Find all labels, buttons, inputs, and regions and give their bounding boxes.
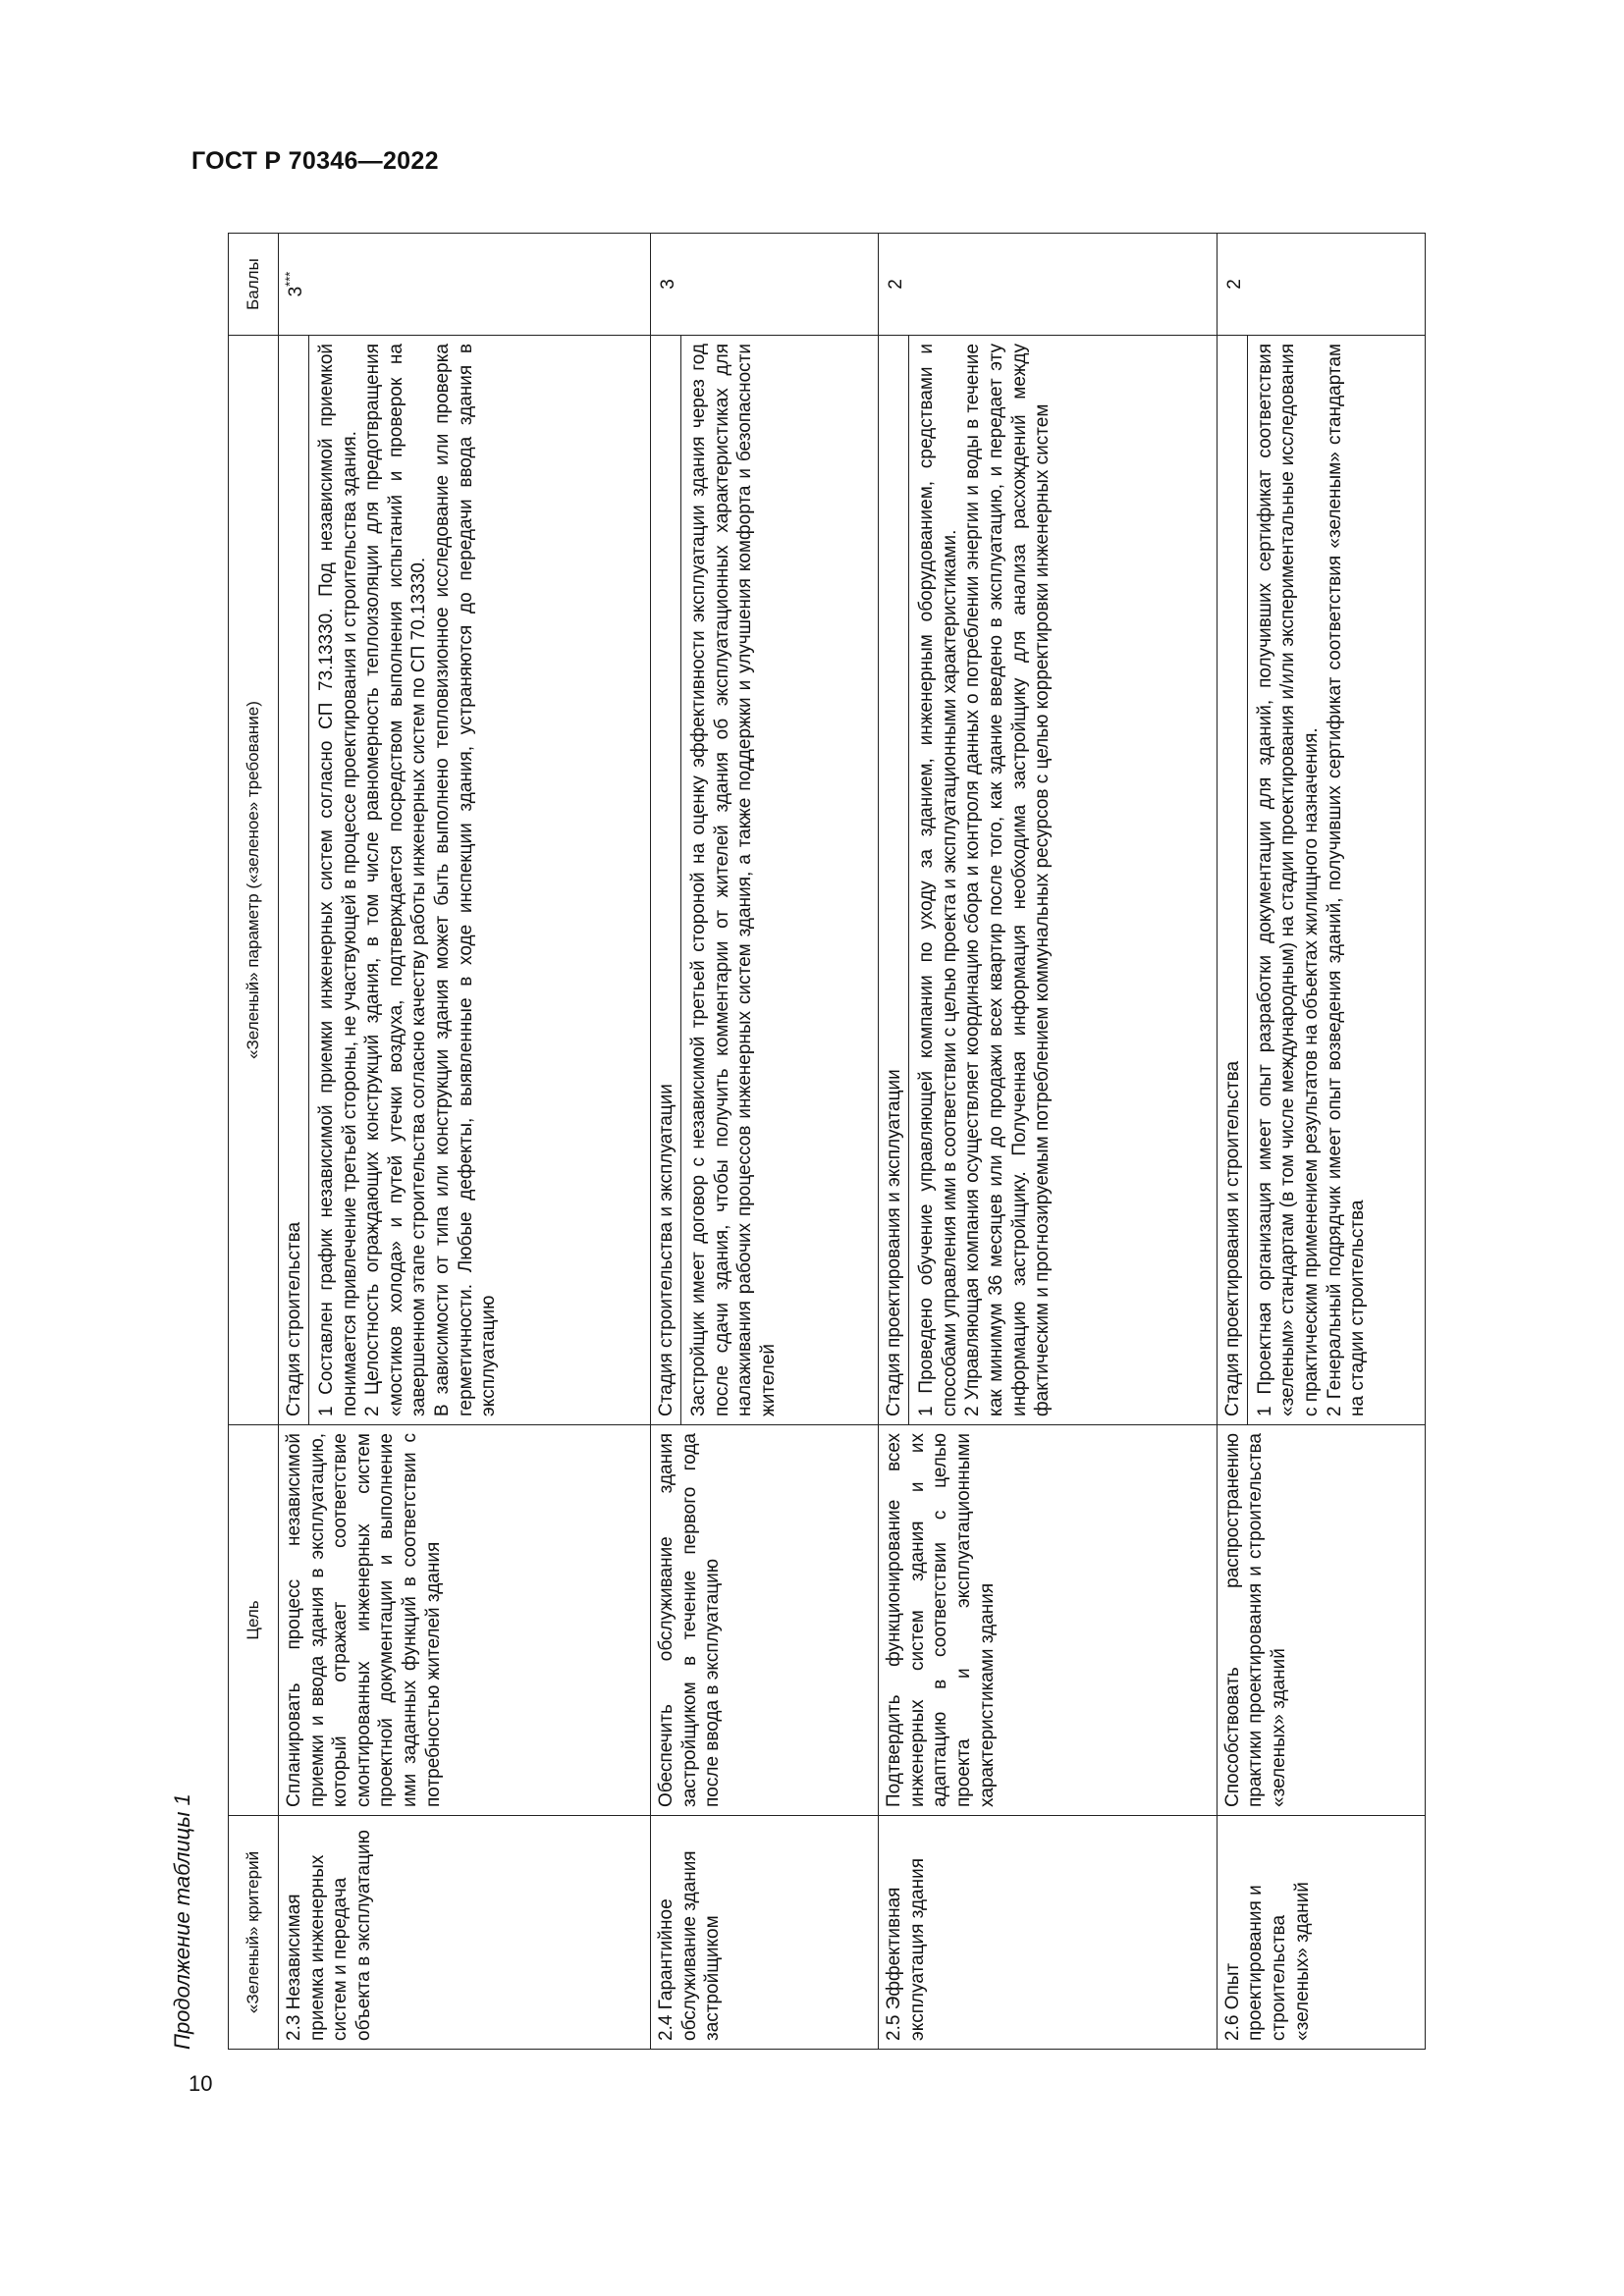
- requirement-item: 2 Целостность ограждающих конструкций здания, в том числе равномерность теплоизоляции для предотвращения «мостиков холода» и путей утечки воздуха, подтверждается посредством выполнения испытаний и проверок на завершенном этапе строительства согласно качеству работы инженерных систем по СП 70.13330.: [362, 344, 430, 1416]
- requirement-item: 1 Проведено обучение управляющей компании по уходу за зданием, инженерным оборудованием, средствами и способами управления ими в соответствии с целью проекта и эксплуатационными характеристиками.: [916, 344, 960, 1416]
- score-cell: [879, 234, 1218, 336]
- requirements-text: [1248, 336, 1374, 1424]
- table-row: [279, 234, 651, 2050]
- page-number: 10: [189, 2071, 213, 2096]
- score-value: 3: [286, 286, 306, 297]
- table-row: [650, 234, 878, 2050]
- column-header-parameter: «Зеленый» параметр («зеленое» требование): [229, 336, 279, 1425]
- requirement-item: 2 Генеральный подрядчик имеет опыт возведения зданий, получивших сертификат соответствия «зеленым» стандартам на стадии строительства: [1324, 344, 1369, 1416]
- parameter-cell: [650, 336, 878, 1425]
- table-row: [879, 234, 1218, 2050]
- parameter-cell: [1217, 336, 1425, 1425]
- goal-cell: Способствовать распространению практики проектирования и строительства «зеленых» зданий: [1217, 1425, 1425, 1816]
- criteria-table-container: [228, 234, 1426, 2050]
- stage-label: Стадия строительства и эксплуатации: [651, 336, 681, 1424]
- requirement-item: 1 Составлен график независимой приемки инженерных систем согласно СП 73.13330. Под независимой приемкой понимается привлечение третьей стороны, не участвующей в процессе проектирования и строительства здания.: [316, 344, 360, 1416]
- table-row: [1217, 234, 1425, 2050]
- requirement-item: В зависимости от типа или конструкции здания может быть выполнено тепловизионное исследование или проверка герметичности. Любые дефекты, выявленные в ходе инспекции здания, устраняются до передачи ввода здания в эксплуатацию: [431, 344, 500, 1416]
- criterion-cell: 2.3 Независимая приемка инженерных систем и передача объекта в эксплуатацию: [279, 1816, 651, 2050]
- requirement-item: Застройщик имеет договор с независимой третьей стороной на оценку эффективности эксплуатации здания через год после сдачи здания, чтобы получить комментарии от жителей здания об эксплуатационных характеристиках для налаживания рабочих процессов инженерных систем здания, а также поддержки и улучшения комфорта и безопасности жителей: [687, 344, 779, 1416]
- criterion-cell: 2.5 Эффективная эксплуатация здания: [879, 1816, 1218, 2050]
- stage-label: Стадия проектирования и эксплуатации: [879, 336, 909, 1424]
- score-footnote-mark: ***: [282, 271, 298, 287]
- requirements-text: [909, 336, 1058, 1424]
- requirement-item: 2 Управляющая компания осуществляет координацию сбора и контроля данных о потреблении энергии и воды в течение как минимум 36 месяцев или до продажи всех квартир после того, как здание введено в эксплуатацию, и передает эту информацию застройщику. Полученная информация необходима застройщику для анализа расхождений между фактическим и прогнозируемым потреблением коммунальных ресурсов с целью корректировки инженерных систем: [962, 344, 1054, 1416]
- column-header-score: Баллы: [229, 234, 279, 336]
- goal-cell: Подтвердить функционирование всех инженерных систем здания и их адаптацию в соответствии с целью проекта и эксплуатационными характеристиками здания: [879, 1425, 1218, 1816]
- requirements-text: [309, 336, 505, 1424]
- stage-label: Стадия проектирования и строительства: [1218, 336, 1248, 1424]
- criterion-cell: 2.4 Гарантийное обслуживание здания застройщиком: [650, 1816, 878, 2050]
- parameter-cell: [279, 336, 651, 1425]
- stage-label: Стадия строительства: [279, 336, 309, 1424]
- requirements-text: [681, 336, 784, 1424]
- table-header-row: [229, 234, 279, 2050]
- parameter-cell: [879, 336, 1218, 1425]
- score-value: 2: [1223, 279, 1245, 290]
- score-value: 3: [657, 279, 678, 290]
- goal-cell: Спланировать процесс независимой приемки и ввода здания в эксплуатацию, который отражает соответствие смонтированных инженерных систем проектной документации и выполнение ими заданных функций в соответствии с потребностью жителей здания: [279, 1425, 651, 1816]
- column-header-criterion: «Зеленый» критерий: [229, 1816, 279, 2050]
- column-header-goal: Цель: [229, 1425, 279, 1816]
- goal-cell: Обеспечить обслуживание здания застройщиком в течение первого года после ввода в эксплуатацию: [650, 1425, 878, 1816]
- document-header: ГОСТ Р 70346—2022: [191, 147, 439, 175]
- criterion-cell: 2.6 Опыт проектирования и строительства «зеленых» зданий: [1217, 1816, 1425, 2050]
- criteria-table: [228, 233, 1426, 2050]
- continuation-label: Продолжение таблицы 1: [170, 1793, 194, 2050]
- score-cell: [1217, 234, 1425, 336]
- score-cell: [650, 234, 878, 336]
- requirement-item: 1 Проектная организация имеет опыт разработки документации для зданий, получивших сертификат соответствия «зеленым» стандартам (в том числе международным) на стадии проектирования и/или экспериментальные исследования с практическим применением результатов на объектах жилищного назначения.: [1254, 344, 1323, 1416]
- score-cell: [279, 234, 651, 336]
- score-value: 2: [886, 279, 907, 290]
